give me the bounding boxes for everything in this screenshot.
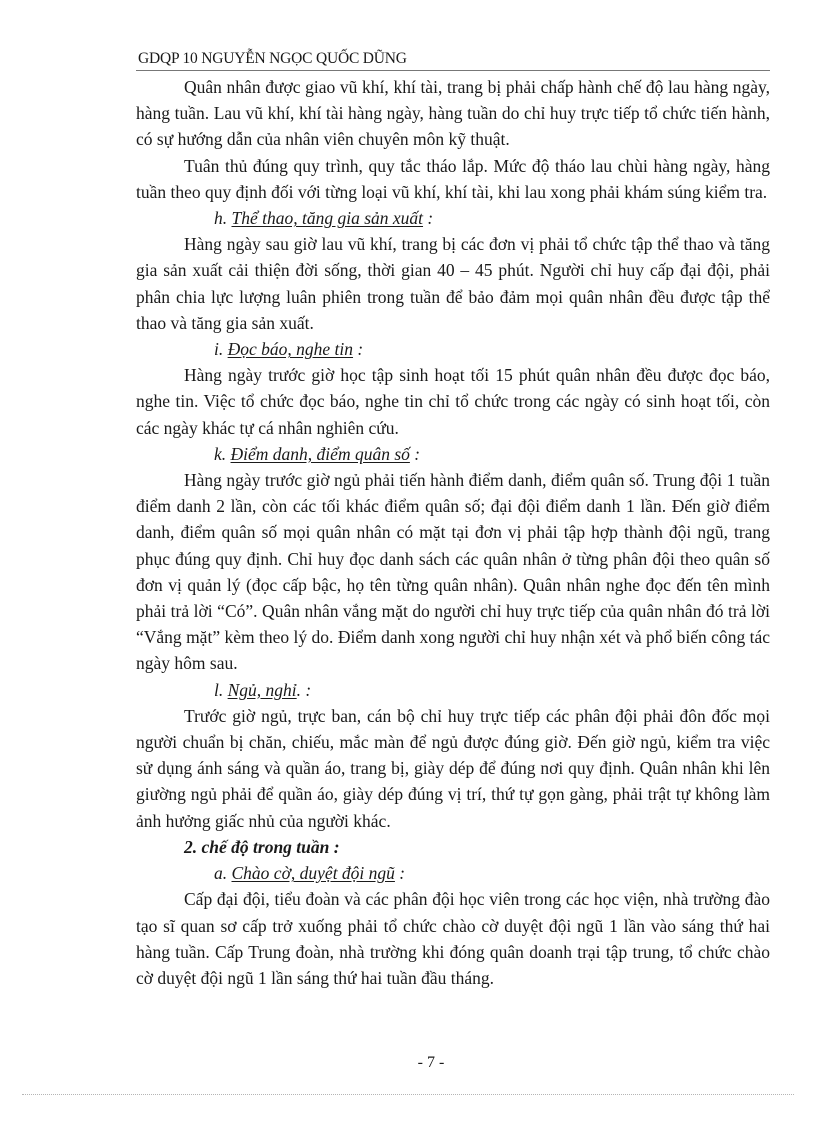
page-bottom-divider	[22, 1094, 794, 1095]
paragraph: Quân nhân được giao vũ khí, khí tài, trang bị phải chấp hành chế độ lau hàng ngày, hàng tuần. Lau vũ khí, khí tài hàng ngày, hàng tuần do chỉ huy trực tiếp tổ chức tiến hành, có sự hướng dẫn của nhân viên chuyên môn kỹ thuật.	[136, 77, 770, 150]
subheading-colon: :	[394, 863, 406, 884]
subheading-label: l.	[214, 679, 224, 700]
subheading-colon: . :	[296, 679, 312, 700]
subheading-title: Thể thao, tăng gia sản xuất	[231, 208, 424, 229]
paragraph: Tuân thủ đúng quy trình, quy tắc tháo lắp. Mức độ tháo lau chùi hàng ngày, hàng tuần theo quy định đối với từng loại vũ khí, khí tài, khi lau xong phải khám súng kiểm tra.	[136, 155, 770, 202]
paragraph: Cấp đại đội, tiểu đoàn và các phân đội học viên trong các học viện, nhà trường đào tạo sĩ quan sơ cấp trở xuống phải tổ chức chào cờ duyệt đội ngũ 1 lần vào sáng thứ hai hàng tuần. Cấp Trung đoàn, nhà trường khi đóng quân doanh trại tập trung, tổ chức chào cờ duyệt đội ngũ 1 lần sáng thứ hai tuần đầu tháng.	[136, 889, 770, 988]
paragraph: Trước giờ ngủ, trực ban, cán bộ chỉ huy trực tiếp các phân đội phải đôn đốc mọi người chuẩn bị chăn, chiếu, mắc màn để ngủ được đúng giờ. Đến giờ ngủ, kiểm tra việc sử dụng ánh sáng và quần áo, trang bị, giày dép để đúng nơi quy định. Quân nhân khi lên giường ngủ phải để quần áo, giày dép đúng vị trí, thứ tự gọn gàng, phải trật tự không làm ảnh hưởng giấc nhủ của người khác.	[136, 705, 770, 831]
subheading-l	[136, 677, 770, 703]
subheading-i	[136, 336, 770, 362]
subheading-label: i.	[214, 339, 224, 360]
subheading-a	[136, 860, 770, 886]
subheading-title: Ngủ, nghỉ	[227, 679, 297, 700]
subheading-colon: :	[423, 208, 434, 229]
paragraph: Hàng ngày trước giờ ngủ phải tiến hành điểm danh, điểm quân số. Trung đội 1 tuần điểm danh 2 lần, còn các tối khác điểm quân số; đại đội điểm danh 1 lần. Đến giờ điểm danh, điểm quân số mọi quân nhân có mặt tại đơn vị phải tập hợp thành đội ngũ, trang phục đúng quy định. Chỉ huy đọc danh sách các quân nhân ở từng phân đội theo quân số đơn vị quản lý (đọc cấp bậc, họ tên từng quân nhân). Quân nhân nghe đọc đến tên mình phải trả lời “Có”. Quân nhân vắng mặt do người chỉ huy trực tiếp của quân nhân đó trả lời “Vắng mặt” kèm theo lý do. Điểm danh xong người chỉ huy nhận xét và phổ biến công tác ngày hôm sau.	[136, 470, 770, 674]
subheading-h	[136, 205, 770, 231]
subheading-colon: :	[353, 339, 364, 360]
paragraph: Hàng ngày sau giờ lau vũ khí, trang bị các đơn vị phải tổ chức tập thể thao và tăng gia sản xuất cải thiện đời sống, thời gian 40 – 45 phút. Người chỉ huy cấp đại đội, phải phân chia lực lượng luân phiên trong tuần để bảo đảm mọi quân nhân đều được tập thể thao và tăng gia sản xuất.	[136, 234, 770, 333]
subheading-title: Đọc báo, nghe tin	[227, 339, 354, 360]
document-body	[136, 74, 770, 991]
section-heading: 2. chế độ trong tuần :	[184, 836, 340, 857]
page-number: - 7 -	[417, 1054, 445, 1071]
subheading-colon: :	[409, 443, 421, 464]
subheading-title: Chào cờ, duyệt đội ngũ	[231, 863, 395, 884]
paragraph: Hàng ngày trước giờ học tập sinh hoạt tối 15 phút quân nhân đều được đọc báo, nghe tin. Việc tổ chức đọc báo, nghe tin chỉ tổ chức trong các ngày có sinh hoạt tối, còn các ngày khác tự cá nhân nghiên cứu.	[136, 365, 770, 438]
running-header: GDQP 10 NGUYỄN NGỌC QUỐC DŨNG	[138, 50, 407, 67]
subheading-title: Điểm danh, điểm quân số	[230, 443, 410, 464]
subheading-label: h.	[214, 208, 228, 229]
subheading-label: a.	[214, 863, 228, 884]
header-divider	[136, 70, 770, 71]
subheading-k	[136, 441, 770, 467]
subheading-label: k.	[214, 443, 227, 464]
